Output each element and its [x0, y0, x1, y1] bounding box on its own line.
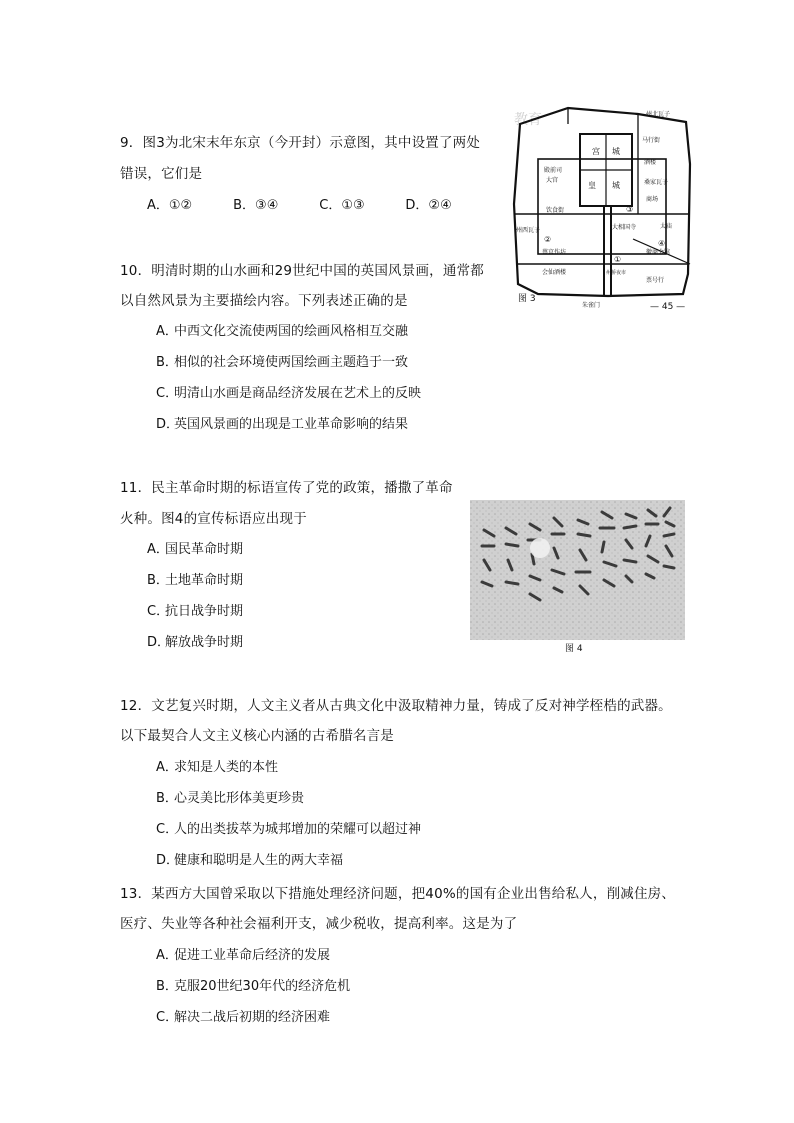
q9-stem-line1: 9．图3为北宋末年东京（今开封）示意图，其中设置了两处	[120, 135, 481, 151]
q11-option-b-letter: B．	[147, 573, 169, 588]
q13-option-a-letter: A．	[156, 948, 178, 963]
q11-stem-line1: 11．民主革命时期的标语宣传了党的政策，播撒了革命	[120, 480, 453, 496]
q12-option-c-letter: C．	[156, 822, 179, 837]
q12-option-b	[156, 790, 304, 808]
q11-option-c-letter: C．	[147, 604, 170, 619]
fig3-label-wine: 酒楼	[644, 159, 657, 166]
q11-option-c-text: 抗日战争时期	[165, 604, 244, 619]
fig3-label-taimiao: 太庙	[660, 223, 673, 230]
q12-option-b-letter: B．	[156, 791, 178, 806]
fig3-label-huiguan: 会仙酒楼	[542, 269, 567, 276]
q9-option-d: D．②④	[405, 198, 452, 213]
fig3-label-gate-s: 朱雀门	[582, 302, 601, 309]
fig3-label-huiguan2: 徽商会馆	[646, 249, 671, 256]
fig3-label-imperial: 皇	[588, 181, 596, 190]
q13-option-b-letter: B．	[156, 979, 178, 994]
q13-option-c	[156, 1009, 330, 1027]
q13-option-c-text: 解决二战后初期的经济困难	[174, 1010, 331, 1025]
q11-option-d-letter: D．	[147, 635, 171, 650]
fig3-caption: 图 3	[518, 294, 536, 304]
q12-option-c-text: 人的出类拔萃为城邦增加的荣耀可以超过神	[174, 822, 422, 837]
fig3-marker-1: ②	[544, 235, 552, 244]
q9-options	[147, 197, 487, 215]
fig3-marker-2: ①	[614, 255, 622, 264]
fig3-label-zhouqiao: 州桥夜市	[606, 270, 627, 276]
figure-4-slogan-photo	[470, 500, 685, 640]
q10-option-b-text: 相似的社会环境使两国绘画主题趋于一致	[174, 355, 409, 370]
fig3-label-garden: 蔡京作坊	[542, 249, 567, 256]
fig3-label-imperial2: 城	[612, 181, 620, 190]
q10-stem-line1: 10．明清时期的山水画和29世纪中国的英国风景画，通常都	[120, 263, 484, 279]
q12-option-d-letter: D．	[156, 853, 180, 868]
q13-option-b-text: 克服20世纪30年代的经济危机	[174, 979, 351, 994]
q9-option-b: B．③④	[233, 198, 279, 213]
q10-option-b	[156, 354, 408, 372]
q12-option-d-text: 健康和聪明是人生的两大幸福	[174, 853, 344, 868]
q10-option-d-letter: D．	[156, 417, 180, 432]
fig3-label-bank: 票号行	[646, 277, 665, 284]
fig3-label-city: 城	[612, 147, 620, 156]
q12-option-a-text: 求知是人类的本性	[174, 760, 279, 775]
q12-stem-line2: 以下最契合人文主义核心内涵的古希腊名言是	[120, 728, 394, 744]
q9-option-c: C．①③	[319, 198, 365, 213]
q11-stem-line2: 火种。图4的宣传标语应出现于	[120, 511, 307, 527]
fig3-label-sang: 桑家瓦子	[644, 179, 669, 186]
q11-option-b	[147, 572, 243, 590]
fig3-label-market: 商场	[646, 196, 659, 203]
q13-stem-line2: 医疗、失业等各种社会福利开支，减少税收，提高利率。这是为了	[120, 916, 518, 932]
q10-stem-line2: 以自然风景为主要描绘内容。下列表述正确的是	[120, 293, 408, 309]
q9-option-a: A．①②	[147, 198, 193, 213]
fig3-label-wkm: 州西瓦子	[516, 227, 541, 234]
fig3-label-nw: 州北瓦子	[646, 111, 671, 118]
q12-option-d	[156, 852, 343, 870]
fig3-label-yinshi: 饮食街	[546, 207, 565, 214]
q13-option-c-letter: C．	[156, 1010, 179, 1025]
fig3-marker-4: ④	[658, 239, 666, 248]
q13-option-b	[156, 978, 350, 996]
fig3-marker-3: ③	[626, 205, 634, 214]
q13-stem-line1: 13．某西方大国曾采取以下措施处理经济问题，把40%的国有企业出售给私人，削减住房、	[120, 886, 676, 902]
q10-option-c	[156, 385, 421, 403]
fig3-label-court: 殿前司	[544, 167, 563, 174]
q11-option-d	[147, 634, 243, 652]
q13-option-a-text: 促进工业革命后经济的发展	[174, 948, 331, 963]
q11-option-b-text: 土地革命时期	[165, 573, 244, 588]
q10-option-c-letter: C．	[156, 386, 179, 401]
q12-option-a-letter: A．	[156, 760, 178, 775]
q12-option-c	[156, 821, 421, 839]
q11-option-c	[147, 603, 243, 621]
q13-option-a	[156, 947, 330, 965]
figure-4-caption: 图 4	[565, 644, 583, 654]
q11-option-a	[147, 541, 243, 559]
q10-option-a	[156, 323, 408, 341]
q10-option-a-text: 中西文化交流使两国的绘画风格相互交融	[174, 324, 409, 339]
q12-option-a	[156, 759, 278, 777]
q10-option-c-text: 明清山水画是商品经济发展在艺术上的反映	[174, 386, 422, 401]
q12-option-b-text: 心灵美比形体美更珍贵	[174, 791, 305, 806]
q11-option-a-text: 国民革命时期	[165, 542, 244, 557]
fig3-watermark: 教育	[514, 112, 542, 128]
q10-option-b-letter: B．	[156, 355, 178, 370]
q9-stem-line2: 错误，它们是	[120, 166, 203, 182]
fig3-page-num: — 45 —	[650, 302, 686, 312]
q11-option-a-letter: A．	[147, 542, 169, 557]
q10-option-a-letter: A．	[156, 324, 178, 339]
fig3-label-palace: 宫	[592, 147, 600, 156]
q10-option-d	[156, 416, 408, 434]
q12-stem-line1: 12．文艺复兴时期，人文主义者从古典文化中汲取精神力量，铸成了反对神学桎梏的武器。	[120, 698, 672, 714]
fig3-label-court2: 大宫	[546, 177, 559, 184]
fig3-label-maxing: 马行街	[642, 137, 661, 144]
fig3-label-xiangguo: 大相国寺	[612, 224, 637, 231]
figure-3-map	[508, 104, 698, 316]
q10-option-d-text: 英国风景画的出现是工业革命影响的结果	[174, 417, 409, 432]
q11-option-d-text: 解放战争时期	[165, 635, 244, 650]
